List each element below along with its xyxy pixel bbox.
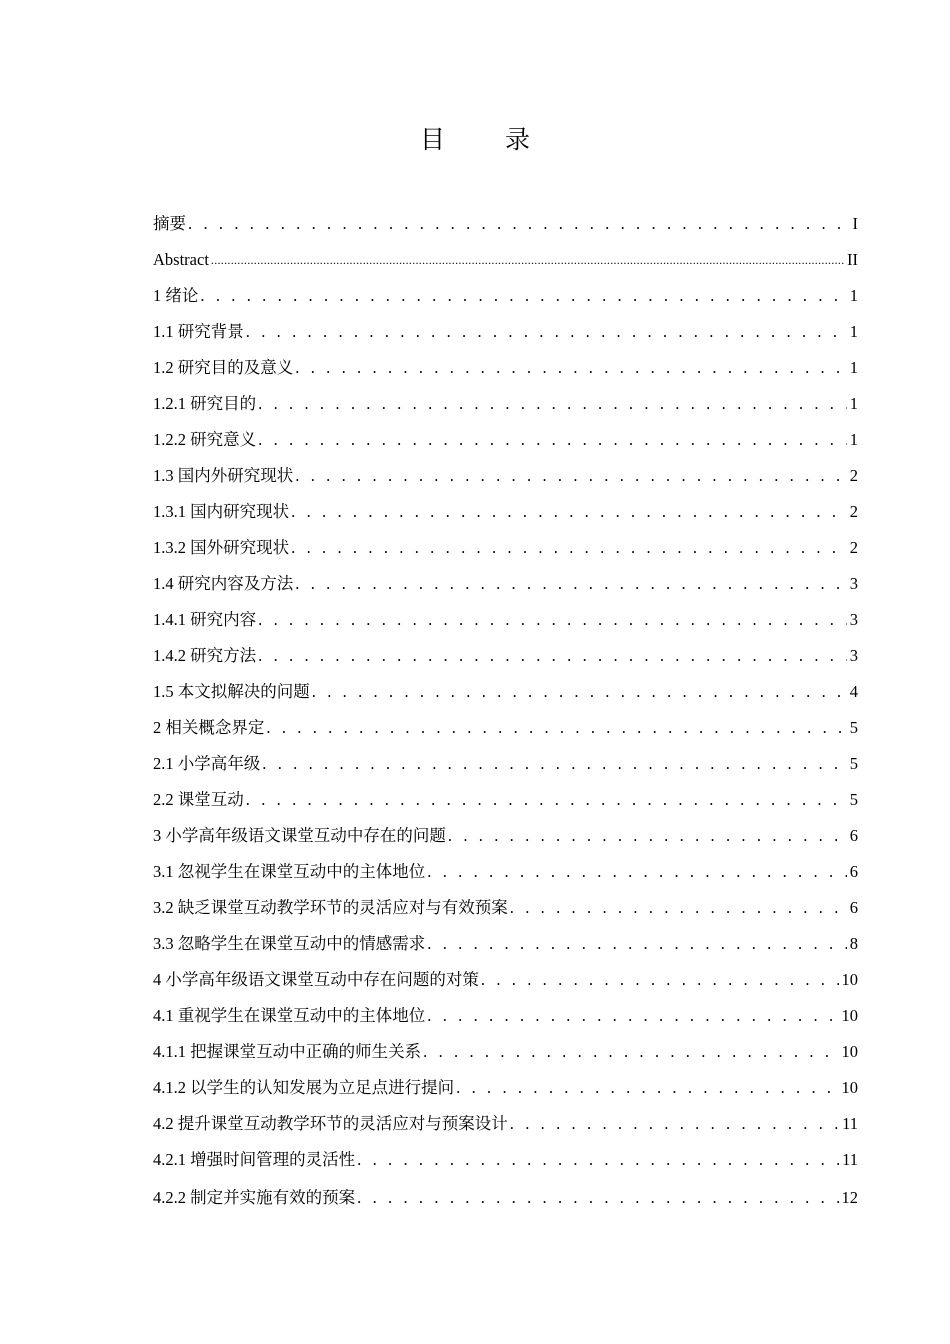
toc-dot-leader — [200, 286, 846, 306]
toc-entry[interactable] — [153, 954, 858, 990]
toc-dot-leader — [246, 790, 847, 810]
toc-entry-page-number: 3 — [849, 610, 858, 629]
toc-entry[interactable] — [153, 774, 858, 810]
toc-entry[interactable] — [153, 1098, 858, 1134]
toc-entry-label: 4.1.1 把握课堂互动中正确的师生关系 — [153, 1042, 422, 1061]
toc-entry-page-number: 10 — [841, 1042, 858, 1061]
toc-entry-page-number: 5 — [849, 754, 858, 773]
toc-dot-leader — [246, 322, 847, 342]
toc-entry-label: 1.2 研究目的及意义 — [153, 358, 294, 377]
table-of-contents — [153, 198, 858, 1208]
toc-entry-label: 2 相关概念界定 — [153, 718, 265, 737]
toc-entry-label: 4.2 提升课堂互动教学环节的灵活应对与预案设计 — [153, 1114, 508, 1133]
toc-entry[interactable] — [153, 234, 858, 270]
toc-entry-page-number: 8 — [849, 934, 858, 953]
toc-dot-leader — [427, 1006, 838, 1026]
toc-dot-leader — [291, 502, 847, 522]
toc-entry[interactable] — [153, 666, 858, 702]
toc-entry[interactable] — [153, 702, 858, 738]
toc-entry-label: 1.3.2 国外研究现状 — [153, 538, 290, 557]
toc-entry-page-number: I — [852, 214, 858, 233]
toc-entry-page-number: 2 — [849, 466, 858, 485]
toc-entry-page-number: 1 — [849, 322, 858, 341]
toc-entry-label: 4 小学高年级语文课堂互动中存在问题的对策 — [153, 970, 479, 989]
toc-entry-page-number: 11 — [842, 1114, 858, 1133]
toc-dot-leader — [258, 394, 847, 414]
toc-entry[interactable] — [153, 306, 858, 342]
toc-entry-page-number: 1 — [849, 430, 858, 449]
toc-entry-label: 1 绪论 — [153, 286, 199, 305]
toc-entry-label: 3.3 忽略学生在课堂互动中的情感需求 — [153, 934, 426, 953]
toc-entry-label: 4.2.2 制定并实施有效的预案 — [153, 1188, 356, 1207]
toc-dot-leader — [448, 826, 847, 846]
toc-entry[interactable] — [153, 1134, 858, 1170]
toc-entry[interactable] — [153, 846, 858, 882]
toc-entry-label: 1.2.1 研究目的 — [153, 394, 257, 413]
toc-entry-label: 1.3 国内外研究现状 — [153, 466, 294, 485]
toc-entry-label: 1.1 研究背景 — [153, 322, 244, 341]
toc-entry-page-number: 4 — [849, 682, 858, 701]
toc-entry[interactable] — [153, 450, 858, 486]
toc-entry-label: 1.4.2 研究方法 — [153, 646, 257, 665]
toc-dot-leader — [427, 862, 847, 882]
toc-entry-page-number: 5 — [849, 718, 858, 737]
toc-dot-leader — [456, 1078, 838, 1098]
toc-entry-page-number: 10 — [841, 1006, 858, 1025]
toc-entry-page-number: 1 — [849, 286, 858, 305]
toc-entry-page-number: 1 — [849, 394, 858, 413]
toc-entry-label: 1.4 研究内容及方法 — [153, 574, 294, 593]
toc-entry-label: 4.1.2 以学生的认知发展为立足点进行提问 — [153, 1078, 455, 1097]
toc-dot-leader — [427, 934, 847, 954]
toc-dot-leader — [295, 466, 847, 486]
toc-dot-leader — [312, 682, 847, 702]
toc-entry-label: 1.4.1 研究内容 — [153, 610, 257, 629]
toc-dot-leader — [291, 538, 847, 558]
toc-dot-leader — [188, 214, 850, 234]
toc-dot-leader — [266, 718, 846, 738]
toc-entry-page-number: II — [847, 250, 858, 269]
toc-entry[interactable] — [153, 738, 858, 774]
toc-dot-leader — [357, 1188, 838, 1208]
toc-dot-leader — [510, 898, 847, 918]
toc-entry-label: 摘要 — [153, 214, 186, 233]
toc-dot-leader — [258, 610, 847, 630]
toc-entry-label: 2.1 小学高年级 — [153, 754, 261, 773]
toc-entry[interactable] — [153, 630, 858, 666]
toc-entry-label: 4.1 重视学生在课堂互动中的主体地位 — [153, 1006, 426, 1025]
toc-entry-label: 1.5 本文拟解决的问题 — [153, 682, 310, 701]
toc-entry[interactable] — [153, 918, 858, 954]
toc-entry-label: 3.2 缺乏课堂互动教学环节的灵活应对与有效预案 — [153, 898, 508, 917]
toc-entry-page-number: 10 — [841, 970, 858, 989]
toc-entry-label: 4.2.1 增强时间管理的灵活性 — [153, 1150, 356, 1169]
toc-entry[interactable] — [153, 1026, 858, 1062]
toc-dot-leader — [510, 1114, 839, 1134]
toc-dot-leader — [262, 754, 847, 774]
toc-entry-page-number: 3 — [849, 574, 858, 593]
toc-entry[interactable] — [153, 558, 858, 594]
toc-entry-label: 3 小学高年级语文课堂互动中存在的问题 — [153, 826, 446, 845]
toc-dot-leader — [295, 574, 847, 594]
toc-dot-leader — [258, 646, 847, 666]
toc-entry[interactable] — [153, 810, 858, 846]
toc-entry-label: 2.2 课堂互动 — [153, 790, 244, 809]
toc-entry[interactable] — [153, 1170, 858, 1208]
toc-dot-leader — [295, 358, 847, 378]
toc-dot-leader — [258, 430, 847, 450]
toc-entry-label: 1.3.1 国内研究现状 — [153, 502, 290, 521]
toc-entry[interactable] — [153, 990, 858, 1026]
toc-entry[interactable] — [153, 342, 858, 378]
toc-entry[interactable] — [153, 486, 858, 522]
toc-entry-page-number: 6 — [849, 862, 858, 881]
toc-entry-label: 1.2.2 研究意义 — [153, 430, 257, 449]
toc-entry-page-number: 5 — [849, 790, 858, 809]
toc-entry[interactable] — [153, 594, 858, 630]
toc-entry[interactable] — [153, 414, 858, 450]
toc-entry-page-number: 2 — [849, 502, 858, 521]
toc-title: 目 录 — [420, 125, 556, 154]
toc-entry-page-number: 6 — [849, 826, 858, 845]
toc-entry-page-number: 10 — [841, 1078, 858, 1097]
toc-entry-page-number: 2 — [849, 538, 858, 557]
toc-entry[interactable] — [153, 270, 858, 306]
toc-entry-page-number: 12 — [841, 1188, 858, 1207]
toc-dot-leader — [211, 250, 844, 270]
toc-entry[interactable] — [153, 882, 858, 918]
toc-entry-label: 3.1 忽视学生在课堂互动中的主体地位 — [153, 862, 426, 881]
toc-dot-leader — [423, 1042, 838, 1062]
toc-dot-leader — [481, 970, 839, 990]
toc-entry[interactable] — [153, 378, 858, 414]
toc-entry[interactable] — [153, 522, 858, 558]
toc-entry-label: Abstract — [153, 250, 209, 269]
toc-entry-page-number: 3 — [849, 646, 858, 665]
toc-entry-page-number: 11 — [842, 1150, 858, 1169]
toc-dot-leader — [357, 1150, 839, 1170]
toc-entry[interactable] — [153, 198, 858, 234]
toc-entry[interactable] — [153, 1062, 858, 1098]
toc-entry-page-number: 1 — [849, 358, 858, 377]
toc-entry-page-number: 6 — [849, 898, 858, 917]
